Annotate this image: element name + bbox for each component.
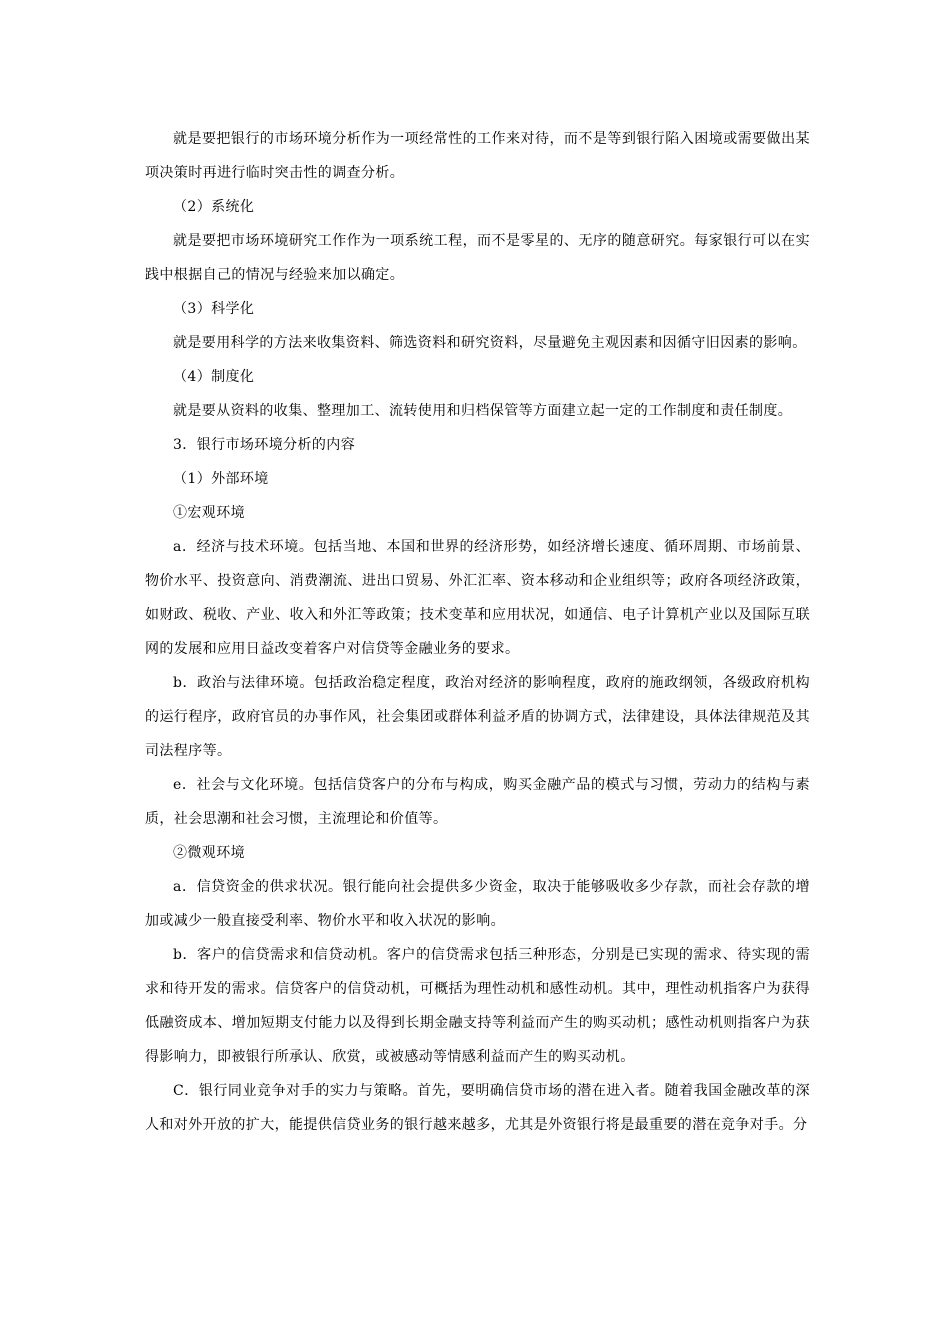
section-heading: 3．银行市场环境分析的内容 [173,437,356,453]
paragraph: 就是要用科学的方法来收集资料、筛选资料和研究资料，尽量避免主观因素和因循守旧因素的影响。 [173,335,807,351]
paragraph: b．客户的信贷需求和信贷动机。客户的信贷需求包括三种形态，分别是已实现的需求、待实现的需求和待开发的需求。信贷客户的信贷动机，可概括为理性动机和感性动机。其中，理性动机指客户为获得低融资成本、增加短期支付能力以及得到长期金融支持等利益而产生的购买动机；感性动机则指客户为获得影响力，即被银行所承认、欣赏，或被感动等情感利益而产生的购买动机。 [145,947,810,1065]
paragraph: C．银行同业竞争对手的实力与策略。首先，要明确信贷市场的潜在进入者。随着我国金融改革的深人和对外开放的扩大，能提供信贷业务的银行越来越多，尤其是外资银行将是最重要的潜在竞争对手。分 [145,1083,810,1133]
section-heading: ①宏观环境 [173,505,245,521]
paragraph: a．经济与技术环境。包括当地、本国和世界的经济形势，如经济增长速度、循环周期、市场前景、物价水平、投资意向、消费潮流、进出口贸易、外汇汇率、资本移动和企业组织等；政府各项经济政策，如财政、税收、产业、收入和外汇等政策；技术变革和应用状况，如通信、电子计算机产业以及国际互联网的发展和应用日益改变着客户对信贷等金融业务的要求。 [145,539,810,657]
paragraph: b．政治与法律环境。包括政治稳定程度，政治对经济的影响程度，政府的施政纲领，各级政府机构的运行程序，政府官员的办事作风，社会集团或群体利益矛盾的协调方式，法律建设，具体法律规范及其司法程序等。 [145,675,810,759]
paragraph: 就是要把市场环境研究工作作为一项系统工程，而不是零星的、无序的随意研究。每家银行可以在实践中根据自己的情况与经验来加以确定。 [145,233,810,283]
paragraph: e．社会与文化环境。包括信贷客户的分布与构成，购买金融产品的模式与习惯，劳动力的结构与素质，社会思潮和社会习惯，主流理论和价值等。 [145,777,810,827]
section-heading: （3）科学化 [173,301,255,317]
section-heading: （1）外部环境 [173,471,269,487]
document-page [145,122,810,1142]
section-heading: （4）制度化 [173,369,255,385]
section-heading: （2）系统化 [173,199,255,215]
paragraph: a．信贷资金的供求状况。银行能向社会提供多少资金，取决于能够吸收多少存款，而社会存款的增加或减少一般直接受利率、物价水平和收入状况的影响。 [145,879,810,929]
section-heading: ②微观环境 [173,845,245,861]
paragraph: 就是要从资料的收集、整理加工、流转使用和归档保管等方面建立起一定的工作制度和责任制度。 [173,403,793,419]
paragraph: 就是要把银行的市场环境分析作为一项经常性的工作来对待，而不是等到银行陷入困境或需要做出某项决策时再进行临时突击性的调查分析。 [145,131,810,181]
